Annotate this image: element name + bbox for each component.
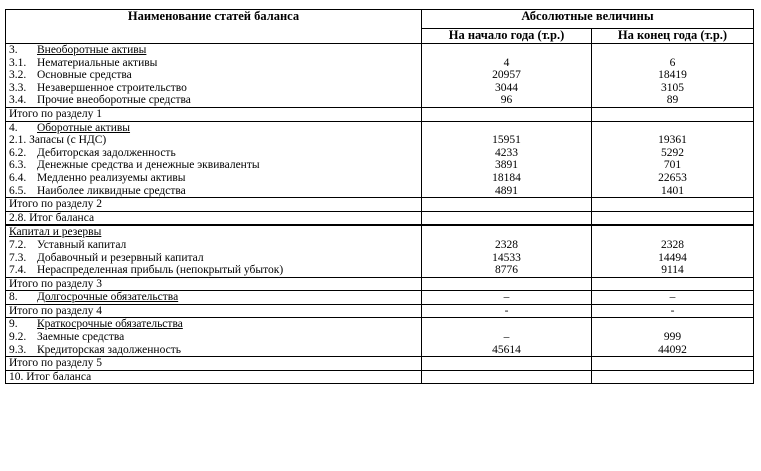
line-item xyxy=(9,371,418,384)
line-item xyxy=(9,278,418,291)
value-end-cell xyxy=(592,198,754,212)
value-start: 4 xyxy=(503,56,510,69)
balance-row xyxy=(6,44,754,108)
column-header-end: На конец года (т.р.) xyxy=(592,29,754,44)
line-item xyxy=(9,198,418,211)
value-start xyxy=(425,357,588,370)
line-number: 7.3. xyxy=(9,251,27,264)
line-label: Итого по разделу 2 xyxy=(9,198,103,211)
value-end-cell xyxy=(592,318,754,357)
value-start: 14533 xyxy=(492,251,521,264)
value-start xyxy=(425,278,588,291)
balance-row xyxy=(6,211,754,225)
value-start xyxy=(425,318,588,331)
line-label: Итог баланса xyxy=(26,370,92,383)
column-group-header: Абсолютные величины xyxy=(422,10,754,29)
line-label: Итог баланса xyxy=(29,211,95,224)
line-number: 3. xyxy=(9,44,18,56)
line-item xyxy=(9,291,418,304)
line-number: 7.4. xyxy=(9,264,27,277)
value-start-cell xyxy=(422,211,592,225)
value-end xyxy=(595,226,750,239)
balance-row xyxy=(6,304,754,318)
line-label: Незавершенное строительство xyxy=(37,81,187,94)
value-end-cell xyxy=(592,121,754,198)
value-end xyxy=(595,198,750,211)
value-end xyxy=(595,108,750,121)
value-end-cell xyxy=(592,225,754,277)
line-label: Основные средства xyxy=(37,69,132,82)
row-label-cell xyxy=(6,211,422,225)
line-label: Дебиторская задолженность xyxy=(37,146,176,159)
line-label: Наиболее ликвидные средства xyxy=(37,184,186,197)
value-start: 45614 xyxy=(492,343,521,356)
value-end xyxy=(595,212,750,225)
value-end xyxy=(595,122,750,135)
value-start xyxy=(425,371,588,384)
value-end-cell xyxy=(592,277,754,291)
line-item xyxy=(9,239,418,252)
row-label-cell xyxy=(6,225,422,277)
value-start: - xyxy=(504,304,509,317)
balance-row xyxy=(6,277,754,291)
value-start xyxy=(425,226,588,239)
line-number: 2.1. xyxy=(9,134,27,147)
value-start xyxy=(425,212,588,225)
line-number: 3.1. xyxy=(9,56,27,69)
value-end: 18419 xyxy=(658,69,687,82)
value-start: 2328 xyxy=(495,238,518,251)
value-start: 3891 xyxy=(495,159,518,172)
line-number: 8. xyxy=(9,291,18,304)
value-start-cell xyxy=(422,121,592,198)
line-item xyxy=(9,82,418,95)
value-start-cell xyxy=(422,318,592,357)
line-label: Прочие внеоборотные средства xyxy=(37,94,191,107)
value-start: 18184 xyxy=(492,171,521,184)
value-end: 1401 xyxy=(661,184,684,197)
value-end-cell xyxy=(592,107,754,121)
value-end: 22653 xyxy=(658,171,687,184)
row-label-cell xyxy=(6,198,422,212)
row-label-cell xyxy=(6,277,422,291)
value-end: 19361 xyxy=(658,134,687,147)
value-end-cell xyxy=(592,44,754,108)
line-item xyxy=(9,57,418,70)
value-end-cell xyxy=(592,304,754,318)
value-start xyxy=(425,44,588,57)
value-end: 701 xyxy=(663,159,682,172)
line-item xyxy=(9,318,418,331)
balance-row xyxy=(6,107,754,121)
value-end-cell xyxy=(592,211,754,225)
row-label-cell xyxy=(6,291,422,305)
row-label-cell xyxy=(6,107,422,121)
value-start: 4891 xyxy=(495,184,518,197)
line-number: 6.2. xyxy=(9,146,27,159)
value-end-cell xyxy=(592,291,754,305)
line-item xyxy=(9,344,418,357)
line-item xyxy=(9,44,418,57)
line-label: Капитал и резервы xyxy=(9,226,102,239)
line-label: Краткосрочные обязательства xyxy=(37,318,183,331)
line-number: 2.8. xyxy=(9,211,27,224)
line-number: 6.5. xyxy=(9,184,27,197)
line-item xyxy=(9,226,418,239)
value-end xyxy=(595,44,750,57)
value-start-cell xyxy=(422,357,592,371)
line-label: Денежные средства и денежные эквиваленты xyxy=(37,159,260,172)
row-label-cell xyxy=(6,44,422,108)
value-end: 2328 xyxy=(661,238,684,251)
value-start: 8776 xyxy=(495,264,518,277)
value-start: – xyxy=(503,291,510,304)
column-header-start: На начало года (т.р.) xyxy=(422,29,592,44)
line-number: 10. xyxy=(9,370,24,383)
line-number: 3.3. xyxy=(9,81,27,94)
value-start-cell xyxy=(422,107,592,121)
balance-row xyxy=(6,225,754,277)
value-end-cell xyxy=(592,357,754,371)
line-number: 3.2. xyxy=(9,69,27,82)
value-start-cell xyxy=(422,291,592,305)
line-item xyxy=(9,305,418,318)
value-end: 3105 xyxy=(661,81,684,94)
balance-body xyxy=(6,44,754,384)
line-item xyxy=(9,252,418,265)
value-end: 9114 xyxy=(661,264,684,277)
value-start: 3044 xyxy=(495,81,518,94)
value-start-cell xyxy=(422,370,592,384)
line-label: Уставный капитал xyxy=(37,238,127,251)
line-number: 9.3. xyxy=(9,343,27,356)
line-label: Медленно реализуемы активы xyxy=(37,171,186,184)
line-label: Добавочный и резервный капитал xyxy=(37,251,204,264)
line-number: 9.2. xyxy=(9,331,27,344)
line-item xyxy=(9,134,418,147)
value-end: 999 xyxy=(663,331,682,344)
value-start: 20957 xyxy=(492,69,521,82)
value-start: 4233 xyxy=(495,146,518,159)
value-start-cell xyxy=(422,44,592,108)
line-label: Итого по разделу 5 xyxy=(9,357,103,370)
balance-table xyxy=(5,9,754,384)
line-number: 9. xyxy=(9,318,18,331)
line-item xyxy=(9,331,418,344)
line-label: Кредиторская задолженность xyxy=(37,343,181,356)
line-item xyxy=(9,159,418,172)
line-item xyxy=(9,185,418,198)
value-start xyxy=(425,198,588,211)
balance-row xyxy=(6,198,754,212)
value-end xyxy=(595,357,750,370)
line-item xyxy=(9,147,418,160)
value-start-cell xyxy=(422,304,592,318)
line-label: Заемные средства xyxy=(37,331,125,344)
balance-row xyxy=(6,370,754,384)
value-end-cell xyxy=(592,370,754,384)
line-label: Внеоборотные активы xyxy=(37,44,147,56)
line-item xyxy=(9,172,418,185)
line-label: Нематериальные активы xyxy=(37,56,158,69)
line-item xyxy=(9,264,418,277)
line-label: Итого по разделу 4 xyxy=(9,304,103,317)
value-start: 15951 xyxy=(492,134,521,147)
value-end: - xyxy=(670,304,675,317)
value-end: 44092 xyxy=(658,343,687,356)
line-label: Нераспределенная прибыль (непокрытый убыток) xyxy=(37,264,284,277)
line-number: 6.3. xyxy=(9,159,27,172)
balance-row xyxy=(6,357,754,371)
balance-row xyxy=(6,318,754,357)
value-end xyxy=(595,371,750,384)
row-label-cell xyxy=(6,318,422,357)
row-label-cell xyxy=(6,121,422,198)
line-item xyxy=(9,122,418,135)
column-header-name: Наименование статей баланса xyxy=(6,10,422,44)
value-start: 96 xyxy=(500,94,513,107)
value-end: 6 xyxy=(669,56,676,69)
line-label: Долгосрочные обязательства xyxy=(37,291,179,304)
line-label: Итого по разделу 3 xyxy=(9,277,103,290)
line-label: Запасы (с НДС) xyxy=(29,134,107,147)
value-end: 89 xyxy=(666,94,679,107)
row-label-cell xyxy=(6,304,422,318)
balance-row xyxy=(6,291,754,305)
row-label-cell xyxy=(6,357,422,371)
value-start-cell xyxy=(422,198,592,212)
line-number: 4. xyxy=(9,121,18,134)
value-end: – xyxy=(669,291,676,304)
line-item xyxy=(9,108,418,121)
line-number: 7.2. xyxy=(9,238,27,251)
line-label: Оборотные активы xyxy=(37,121,131,134)
value-start: – xyxy=(503,331,510,344)
line-item xyxy=(9,212,418,225)
value-end: 5292 xyxy=(661,146,684,159)
value-start-cell xyxy=(422,277,592,291)
line-item xyxy=(9,69,418,82)
line-item xyxy=(9,94,418,107)
line-number: 3.4. xyxy=(9,94,27,107)
value-start xyxy=(425,122,588,135)
value-start xyxy=(425,108,588,121)
value-end xyxy=(595,318,750,331)
line-label: Итого по разделу 1 xyxy=(9,107,103,120)
value-start-cell xyxy=(422,225,592,277)
value-end xyxy=(595,278,750,291)
balance-row xyxy=(6,121,754,198)
line-number: 6.4. xyxy=(9,171,27,184)
value-end: 14494 xyxy=(658,251,687,264)
line-item xyxy=(9,357,418,370)
row-label-cell xyxy=(6,370,422,384)
